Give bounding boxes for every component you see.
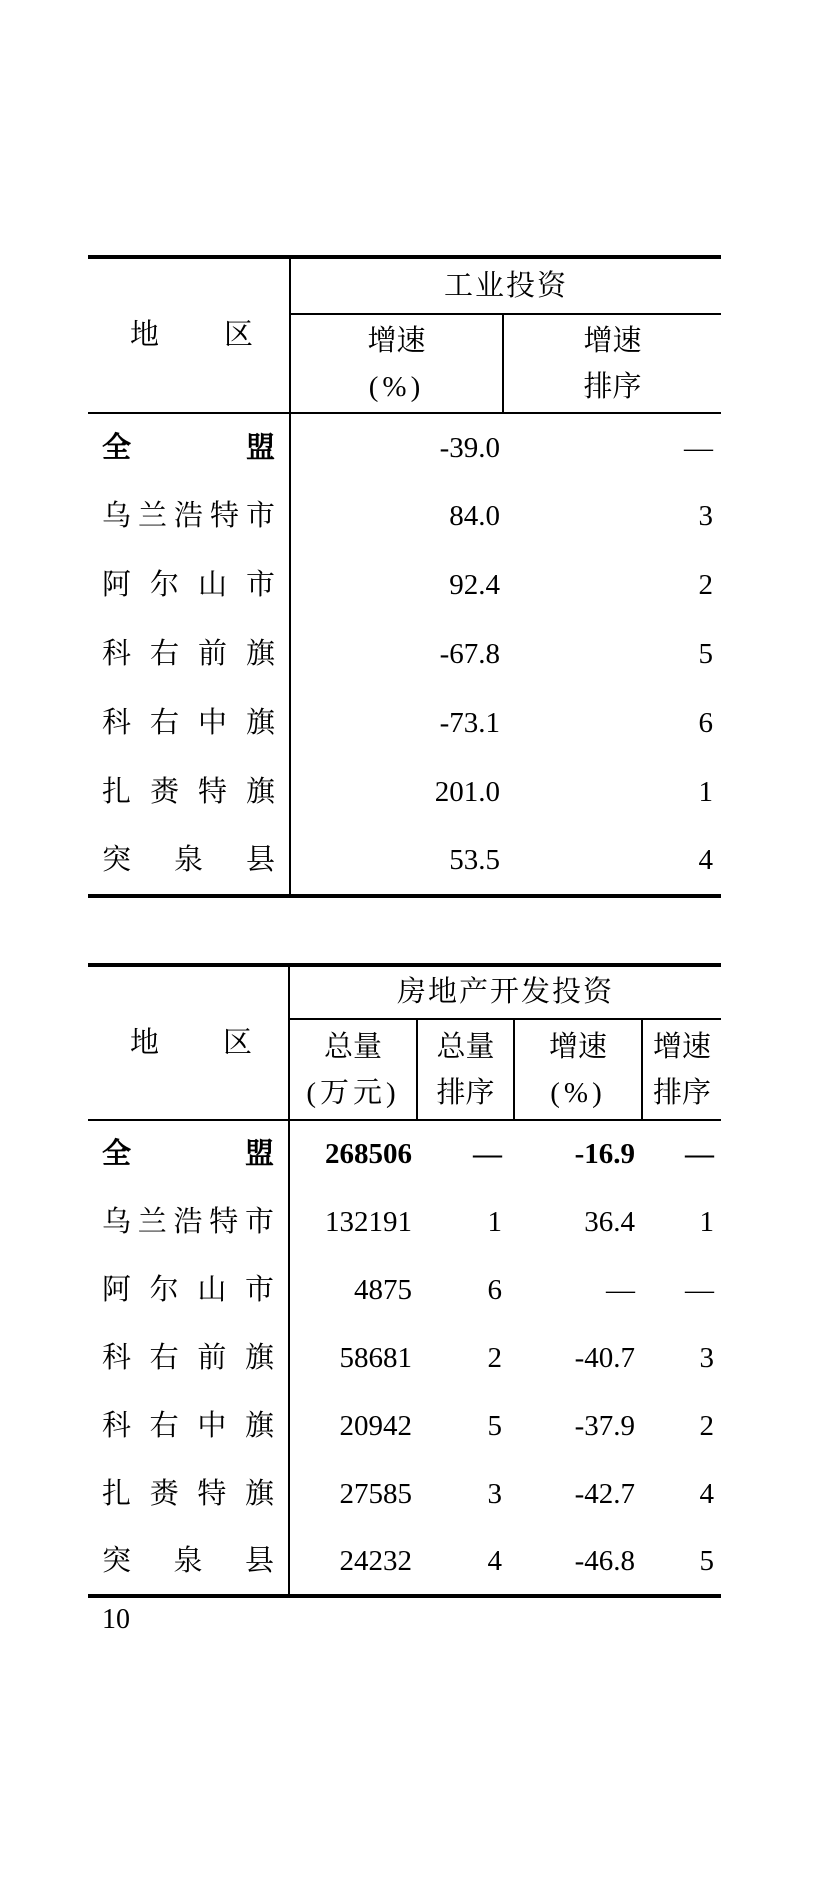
growth-rank-cell: 4 bbox=[699, 1477, 715, 1510]
region-name: 乌 兰 浩 特 市 bbox=[102, 500, 275, 532]
growth-rank-cell: 1 bbox=[698, 776, 714, 808]
table-title: 房地产开发投资 bbox=[289, 965, 721, 1019]
growth-value-cell: -40.7 bbox=[574, 1341, 635, 1374]
growth-rank-cell: 3 bbox=[698, 500, 714, 532]
total-rank-cell: 4 bbox=[487, 1544, 502, 1577]
table-row bbox=[88, 482, 721, 551]
region-name: 扎 赉 特 旗 bbox=[102, 1477, 274, 1510]
growth-rank-cell: — bbox=[685, 1138, 715, 1170]
region-name: 乌 兰 浩 特 市 bbox=[102, 1205, 274, 1238]
region-name: 科 右 中 旗 bbox=[102, 1409, 274, 1442]
column-header-growth: 增速 (%) bbox=[514, 1019, 642, 1120]
table-row bbox=[88, 827, 721, 896]
region-cell bbox=[88, 1528, 289, 1596]
total-rank-cell: 1 bbox=[487, 1205, 502, 1238]
region-name: 科 右 中 旗 bbox=[102, 707, 275, 739]
growth-rank-cell: — bbox=[684, 431, 714, 464]
region-cell bbox=[88, 758, 290, 827]
total-value-cell: 132191 bbox=[325, 1205, 412, 1238]
table-row bbox=[88, 758, 721, 827]
region-cell bbox=[88, 827, 290, 896]
growth-rank-cell: 6 bbox=[698, 707, 714, 739]
total-rank-cell: — bbox=[473, 1138, 502, 1170]
total-rank-cell: 3 bbox=[487, 1477, 502, 1510]
region-cell bbox=[88, 1460, 289, 1528]
total-value-cell: 24232 bbox=[339, 1544, 412, 1577]
growth-value-cell: -39.0 bbox=[439, 431, 500, 464]
total-rank-cell: 5 bbox=[487, 1409, 502, 1442]
region-name: 科 右 前 旗 bbox=[102, 1341, 274, 1374]
total-value-cell: 4875 bbox=[354, 1273, 412, 1306]
region-cell bbox=[88, 413, 290, 482]
growth-value-cell: — bbox=[606, 1273, 635, 1306]
region-name: 阿 尔 山 市 bbox=[102, 569, 275, 601]
growth-rank-cell: 3 bbox=[699, 1341, 715, 1374]
table-row bbox=[88, 413, 721, 482]
total-value-cell: 27585 bbox=[339, 1477, 412, 1510]
growth-rank-cell: 2 bbox=[699, 1409, 715, 1442]
region-name: 全 盟 bbox=[102, 1138, 274, 1170]
growth-value-cell: 53.5 bbox=[449, 844, 500, 876]
region-cell bbox=[88, 620, 290, 689]
growth-rank-cell: 5 bbox=[699, 1544, 715, 1577]
industrial-investment-table bbox=[88, 255, 721, 898]
region-name: 突 泉 县 bbox=[102, 844, 275, 876]
region-header-cell bbox=[88, 965, 289, 1120]
growth-value-cell: 36.4 bbox=[584, 1205, 635, 1238]
region-cell bbox=[88, 551, 290, 620]
growth-value-cell: 201.0 bbox=[434, 776, 500, 808]
table-title: 工业投资 bbox=[290, 257, 721, 314]
growth-value-cell: -67.8 bbox=[439, 638, 500, 670]
real-estate-investment-table bbox=[88, 963, 721, 1598]
column-header-total-rank: 总量 排序 bbox=[417, 1019, 514, 1120]
table-header-row bbox=[88, 965, 721, 1019]
table-row bbox=[88, 1256, 721, 1324]
total-value-cell: 20942 bbox=[339, 1409, 412, 1442]
growth-rank-cell: 1 bbox=[699, 1205, 715, 1238]
total-rank-cell: 2 bbox=[487, 1341, 502, 1374]
table-row bbox=[88, 1528, 721, 1596]
column-header-growth-rank: 增速 排序 bbox=[642, 1019, 721, 1120]
growth-value-cell: -16.9 bbox=[574, 1138, 635, 1170]
table-row bbox=[88, 1120, 721, 1188]
total-rank-cell: 6 bbox=[487, 1273, 502, 1306]
growth-rank-cell: 4 bbox=[698, 844, 714, 876]
page-number: 10 bbox=[102, 1604, 130, 1635]
region-cell bbox=[88, 1392, 289, 1460]
region-cell bbox=[88, 689, 290, 758]
growth-rank-cell: — bbox=[685, 1273, 715, 1306]
region-name: 扎 赉 特 旗 bbox=[102, 776, 275, 808]
column-header-growth-rank: 增速 排序 bbox=[503, 314, 721, 413]
region-name: 科 右 前 旗 bbox=[102, 638, 275, 670]
region-name: 全 盟 bbox=[102, 431, 275, 464]
region-cell bbox=[88, 1120, 289, 1188]
region-header: 地 区 bbox=[130, 1026, 252, 1059]
region-name: 阿 尔 山 市 bbox=[102, 1273, 274, 1306]
region-cell bbox=[88, 1188, 289, 1256]
table-row bbox=[88, 1324, 721, 1392]
growth-value-cell: 84.0 bbox=[449, 500, 500, 532]
growth-rank-cell: 2 bbox=[698, 569, 714, 601]
growth-value-cell: -37.9 bbox=[574, 1409, 635, 1442]
table-row bbox=[88, 1392, 721, 1460]
region-cell bbox=[88, 1324, 289, 1392]
growth-value-cell: -46.8 bbox=[574, 1544, 635, 1577]
region-cell bbox=[88, 482, 290, 551]
table-row bbox=[88, 1460, 721, 1528]
region-name: 突 泉 县 bbox=[102, 1544, 274, 1577]
column-header-total: 总量 (万元) bbox=[289, 1019, 417, 1120]
growth-value-cell: -73.1 bbox=[439, 707, 500, 739]
column-header-growth: 增速 (%) bbox=[290, 314, 503, 413]
table-row bbox=[88, 620, 721, 689]
region-header: 地 区 bbox=[130, 319, 253, 351]
growth-value-cell: -42.7 bbox=[574, 1477, 635, 1510]
region-header-cell bbox=[88, 257, 290, 413]
region-cell bbox=[88, 1256, 289, 1324]
table-row bbox=[88, 689, 721, 758]
total-value-cell: 268506 bbox=[325, 1138, 412, 1170]
table-row bbox=[88, 551, 721, 620]
table-row bbox=[88, 1188, 721, 1256]
table-header-row bbox=[88, 257, 721, 314]
total-value-cell: 58681 bbox=[339, 1341, 412, 1374]
growth-value-cell: 92.4 bbox=[449, 569, 500, 601]
growth-rank-cell: 5 bbox=[698, 638, 714, 670]
